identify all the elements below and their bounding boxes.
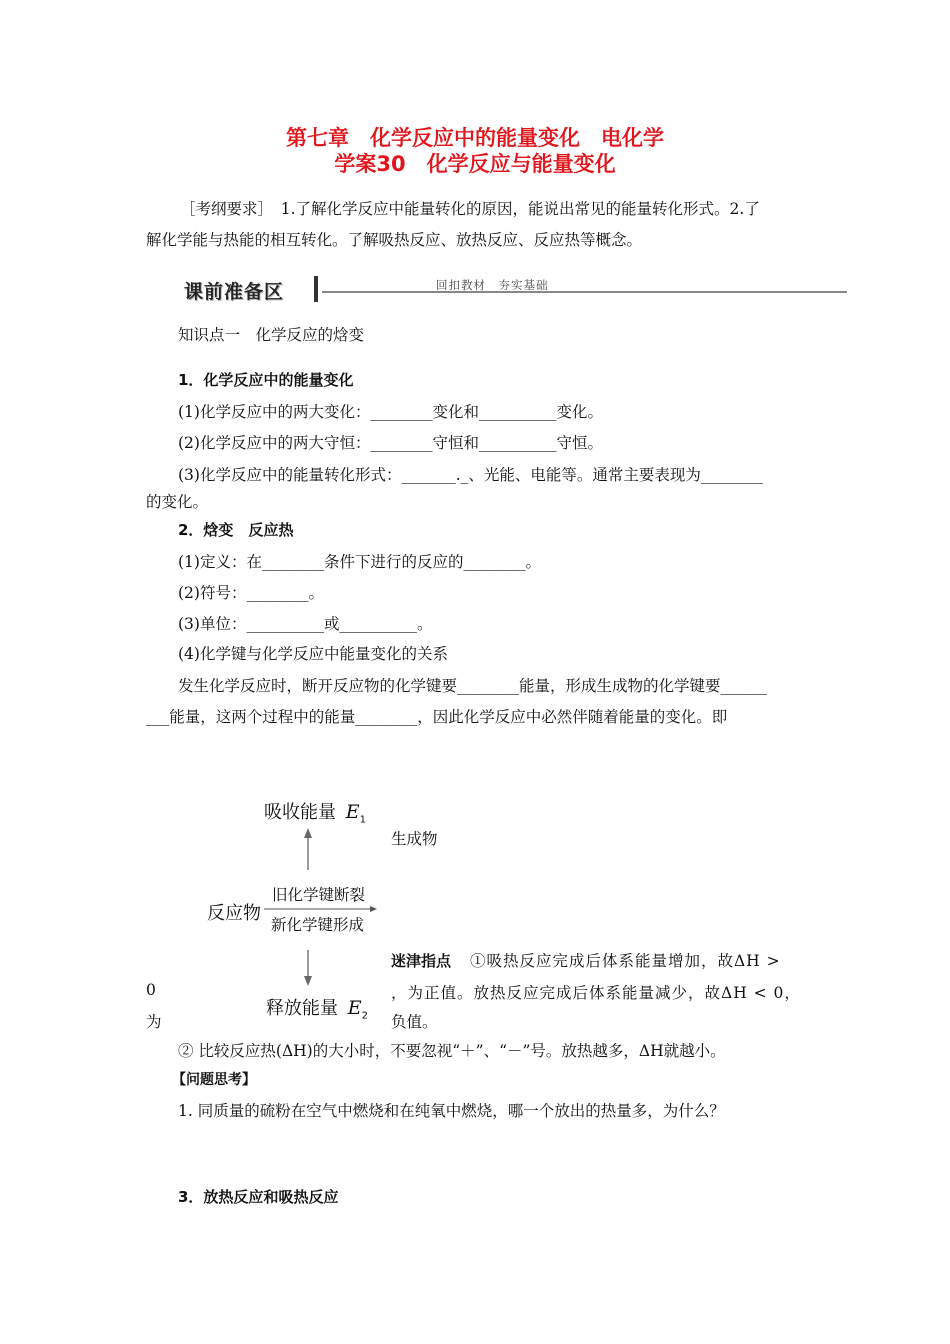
section-3-heading: 3．放热反应和吸热反应: [178, 1188, 339, 1206]
energy-diagram-arrows: [200, 820, 400, 1000]
question-heading: 【问题思考】: [172, 1072, 256, 1088]
reactant-label: 反应物: [207, 903, 261, 924]
release-text: 释放能量: [266, 998, 338, 1019]
section-2-item-3: (3)单位：__________或__________。: [178, 615, 433, 633]
tips-line-1: [391, 949, 781, 971]
e2-symbol: E: [347, 997, 362, 1019]
banner-rule: [322, 291, 847, 293]
banner-title: 课前准备区: [184, 281, 285, 303]
section-1-item-2: (2)化学反应中的两大守恒：________守恒和__________守恒。: [178, 434, 603, 452]
down-arrow-head: [304, 976, 312, 986]
tips-left-zero: 0: [146, 981, 156, 999]
tips-label: 迷津指点: [391, 952, 452, 970]
section-banner: [180, 274, 847, 306]
new-bond-form-label: 新化学键形成: [271, 916, 365, 934]
section-2-paragraph-b: ___能量，这两个过程中的能量________，因此化学反应中必然伴随着能量的变化。即: [146, 708, 728, 726]
old-bond-break-label: 旧化学键断裂: [272, 886, 366, 904]
section-2-heading: 2．焓变 反应热: [178, 521, 294, 539]
section-2-item-1: (1)定义：在________条件下进行的反应的________。: [178, 553, 541, 571]
up-arrow-head: [304, 828, 312, 838]
e1-symbol: E: [345, 801, 360, 823]
tips-left-wei: 为: [146, 1013, 162, 1031]
section-1-item-3a: (3)化学反应中的能量转化形式：_______._、光能、电能等。通常主要表现为________: [178, 466, 763, 484]
tips-text-1: ①吸热反应完成后体系能量增加，故ΔH >: [469, 952, 781, 970]
e1-subscript: 1: [359, 814, 366, 826]
requirements-line-1: ［考纲要求］ 1.了解化学反应中能量转化的原因，能说出常见的能量转化形式。2.了: [180, 200, 760, 218]
tips-line-4: ② 比较反应热(ΔH)的大小时，不要忽视“＋”、“－”号。放热越多，ΔH就越小。: [178, 1042, 726, 1060]
banner-divider: [314, 276, 318, 302]
section-1-item-3b: 的变化。: [146, 493, 209, 511]
section-2-item-2: (2)符号：________。: [178, 584, 324, 602]
e2-subscript: 2: [361, 1010, 368, 1022]
section-1-item-1: (1)化学反应中的两大变化：________变化和__________变化。: [178, 403, 603, 421]
absorb-text: 吸收能量: [264, 802, 336, 823]
knowledge-point-heading: 知识点一 化学反应的焓变: [178, 326, 365, 344]
lesson-title: 学案30 化学反应与能量变化: [334, 152, 616, 176]
chapter-title: 第七章 化学反应中的能量变化 电化学: [286, 126, 664, 150]
right-arrow-head: [370, 906, 377, 912]
banner-subtitle: 回扣教材 夯实基础: [436, 278, 549, 292]
section-1-heading: 1．化学反应中的能量变化: [178, 371, 354, 389]
section-2-item-4: (4)化学键与化学反应中能量变化的关系: [178, 645, 448, 663]
requirements-line-2: 解化学能与热能的相互转化。了解吸热反应、放热反应、反应热等概念。: [146, 231, 643, 249]
question-1: 1. 同质量的硫粉在空气中燃烧和在纯氧中燃烧，哪一个放出的热量多，为什么？: [178, 1102, 725, 1120]
section-2-paragraph-a: 发生化学反应时，断开反应物的化学键要________能量，形成生成物的化学键要______: [178, 677, 768, 695]
tips-line-3: 负值。: [391, 1013, 438, 1031]
tips-line-2: ，为正值。放热反应完成后体系能量减少，故ΔH < 0，: [391, 984, 801, 1002]
product-label: 生成物: [391, 830, 438, 848]
